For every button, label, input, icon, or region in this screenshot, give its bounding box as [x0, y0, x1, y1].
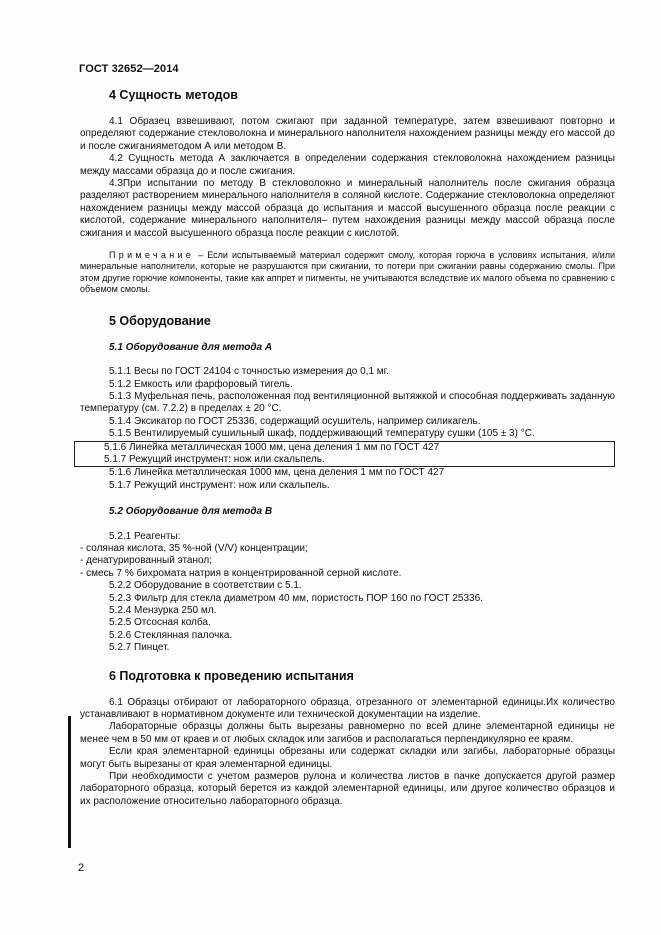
item-5-1-6: 5.1.6 Линейка металлическая 1000 мм, цена деления 1 мм по ГОСТ 427	[109, 467, 445, 479]
item-5-1-1: 5.1.1 Весы по ГОСТ 24104 с точностью измерения до 0,1 мг.	[109, 366, 389, 378]
change-bar	[68, 716, 71, 848]
para-6-3: Если края элементарной единицы обрезаны или содержат складки или загибы, лабораторные образцы могут быть вырезаны от края элементарной единицы.	[80, 746, 615, 770]
item-5-1-3: 5.1.3 Муфельная печь, расположенная под вентиляционной вытяжкой и способная поддерживать заданную температуру (см. 7.2.2) в пределах ± 20 °С.	[80, 390, 615, 415]
section-4-title: 4 Сущность методов	[109, 88, 238, 102]
note-4	[80, 250, 615, 296]
note-text: – Если испытываемый материал содержит смолу, которая горюча в условиях испытания, и/или минеральные наполнители, которые не разрушаются при сжигании, то потери при сжигании равны содержанию смолы. При этом другие горючие компоненты, такие как аппрет и пигменты, не учитываются вследствие их малого объема по сравнению с объемом смолы.	[80, 250, 615, 295]
item-5-2-6: 5.2.6 Стеклянная палочка.	[109, 629, 233, 641]
item-5-1-2: 5.1.2 Емкость или фарфоровый тигель.	[109, 378, 293, 390]
para-4-2: 4.2 Сущность метода А заключается в определении содержания стекловолокна нахождением разницы между массами образца до и после сжигания.	[80, 153, 615, 177]
item-5-2-2: 5.2.2 Оборудование в соответствии с 5.1.	[109, 580, 302, 592]
item-5-1-4: 5.1.4 Эксикатор по ГОСТ 25336, содержащий осушитель, например силикагель.	[109, 415, 481, 427]
section-5-title: 5 Оборудование	[109, 313, 211, 328]
boxed-item-5-1-6: 5.1.6 Линейка металлическая 1000 мм, цена деления 1 мм по ГОСТ 427	[104, 441, 440, 453]
para-4-3: 4.3При испытании по методу В стекловолокно и минеральный наполнитель после сжигания образца разделяют растворением минерального наполнителя в соляной кислоте. Содержание стекловолокна определяют нахождением разницы между массой образца до испытания и массой высушенного образца после реакции с кислотой, содержание минерального наполнителя– путем нахождения разницы между массой образца после сжигания и массой высушенного образца после реакции с кислотой.	[80, 178, 615, 239]
para-6-4: При необходимости с учетом размеров рулона и количества листов в пачке допускается другой размер лабораторного образца, который берется из каждой элементарной единицы, или другое количество образцов и их расположение относительно лабораторного образца.	[80, 771, 615, 807]
item-5-2-5: 5.2.5 Отсосная колба.	[109, 617, 211, 629]
document-body	[80, 88, 615, 808]
reagent-2: - денатурированный этанол;	[80, 555, 212, 567]
reagent-3: - смесь 7 % бихромата натрия в концентрированной серной кислоте.	[80, 567, 402, 579]
boxed-item-5-1-7: 5.1.7 Режущий инструмент: нож или скальпель.	[104, 453, 325, 465]
item-5-1-5: 5.1.5 Вентилируемый сушильный шкаф, поддерживающий температуру сушки (105 ± 3) °С.	[109, 428, 535, 440]
item-5-2-3: 5.2.3 Фильтр для стекла диаметром 40 мм, пористость ПОР 160 по ГОСТ 25336.	[109, 592, 483, 604]
item-5-2-7: 5.2.7 Пинцет.	[109, 642, 170, 654]
item-5-2-4: 5.2.4 Мензурка 250 мл.	[109, 605, 217, 616]
section-6-title: 6 Подготовка к проведению испытания	[109, 668, 354, 683]
boxed-insert	[74, 441, 615, 468]
reagent-1: - соляная кислота, 35 %-ной (V/V) концентрации;	[80, 542, 308, 554]
para-6-2: Лабораторные образцы должны быть вырезаны равномерно по всей длине элементарной единицы не менее чем в 50 мм от краев и от любых складок или загибов и располагаться перпендикулярно ее краям.	[80, 721, 615, 745]
page-number: 2	[78, 862, 85, 874]
note-label: Примечание	[109, 250, 195, 261]
document-header: ГОСТ 32652—2014	[79, 63, 179, 75]
para-4-1: 4.1 Образец взвешивают, потом сжигают при заданной температуре, затем взвешивают повторно и определяют содержание стекловолокна и минерального наполнителя нахождением разницы между его массой до и после сжиганияметодом А или методом В.	[80, 116, 615, 152]
item-5-2-1: 5.2.1 Реагенты:	[109, 530, 181, 542]
subsection-5-1-title: 5.1 Оборудование для метода А	[109, 341, 273, 353]
item-5-1-7: 5.1.7 Режущий инструмент: нож или скальпель.	[109, 479, 330, 491]
subsection-5-2-title: 5.2 Оборудование для метода В	[109, 506, 273, 518]
para-6-1: 6.1 Образцы отбирают от лабораторного образца, отрезанного от элементарной единицы.Их количество устанавливают в нормативном документе или технической документации на изделие.	[80, 696, 615, 721]
